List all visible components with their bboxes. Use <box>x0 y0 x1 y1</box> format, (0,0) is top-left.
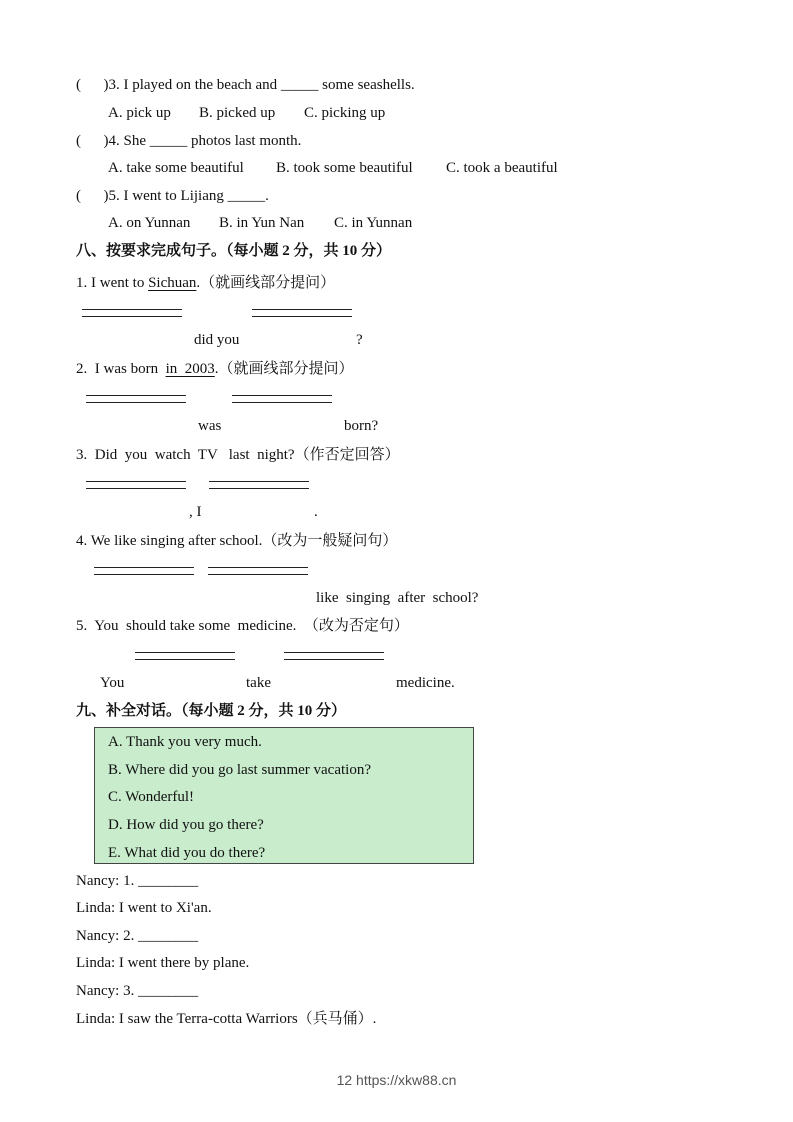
dialogue-line: Nancy: 3. ________ <box>76 983 199 999</box>
answer-line[interactable] <box>232 395 332 403</box>
dialogue-line: Linda: I went there by plane. <box>76 955 250 971</box>
answer-line[interactable] <box>86 395 186 403</box>
answer-line[interactable] <box>135 652 235 660</box>
rewrite-item-5-response-end: medicine. <box>396 675 455 691</box>
option-d: D. How did you go there? <box>108 817 264 833</box>
option-b: B. Where did you go last summer vacation? <box>108 762 371 778</box>
answer-line[interactable] <box>82 309 182 317</box>
rewrite-item-3: 3. Did you watch TV last night?（作否定回答） <box>76 447 400 463</box>
answer-line[interactable] <box>86 481 186 489</box>
rewrite-item-1: 1. I went to Sichuan.（就画线部分提问） <box>76 275 336 291</box>
option-c: C. Wonderful! <box>108 789 195 805</box>
mcq-3-option-c: C. picking up <box>304 105 386 121</box>
rewrite-item-3-response: , I <box>189 504 202 520</box>
mcq-4-option-c: C. took a beautiful <box>446 160 558 176</box>
dialogue-line: Nancy: 2. ________ <box>76 928 199 944</box>
answer-line[interactable] <box>208 567 308 575</box>
answer-line[interactable] <box>252 309 352 317</box>
mcq-5-option-c: C. in Yunnan <box>334 215 413 231</box>
rewrite-item-5: 5. You should take some medicine. （改为否定句） <box>76 618 409 634</box>
mcq-4-question: ( )4. She _____ photos last month. <box>76 133 302 149</box>
rewrite-item-2-response-end: born? <box>344 418 379 434</box>
dialogue-line: Nancy: 1. ________ <box>76 873 199 889</box>
rewrite-item-3-response-end: . <box>314 504 318 520</box>
answer-line[interactable] <box>209 481 309 489</box>
rewrite-item-5-response-mid: take <box>246 675 271 691</box>
rewrite-item-4-response: like singing after school? <box>316 590 479 606</box>
rewrite-item-2: 2. I was born in 2003.（就画线部分提问） <box>76 361 354 377</box>
dialogue-line: Linda: I saw the Terra-cotta Warriors（兵马俑）. <box>76 1011 377 1027</box>
option-a: A. Thank you very much. <box>108 734 262 750</box>
section-9-heading: 九、补全对话。（每小题 2 分，共 10 分） <box>76 703 347 719</box>
rewrite-item-1-response: did you <box>194 332 240 348</box>
answer-line[interactable] <box>284 652 384 660</box>
rewrite-item-5-response-start: You <box>100 675 125 691</box>
mcq-3-option-b: B. picked up <box>199 105 276 121</box>
rewrite-item-4: 4. We like singing after school.（改为一般疑问句） <box>76 533 398 549</box>
mcq-5-option-b: B. in Yun Nan <box>219 215 305 231</box>
answer-line[interactable] <box>94 567 194 575</box>
section-8-heading: 八、按要求完成句子。（每小题 2 分，共 10 分） <box>76 243 392 259</box>
mcq-3-question: ( )3. I played on the beach and _____ some seashells. <box>76 77 415 93</box>
option-e: E. What did you do there? <box>108 845 266 861</box>
mcq-4-option-b: B. took some beautiful <box>276 160 413 176</box>
mcq-3-option-a: A. pick up <box>108 105 171 121</box>
mcq-5-question: ( )5. I went to Lijiang _____. <box>76 188 269 204</box>
rewrite-item-1-response-end: ? <box>356 332 363 348</box>
rewrite-item-2-response: was <box>198 418 222 434</box>
mcq-4-option-a: A. take some beautiful <box>108 160 244 176</box>
mcq-5-option-a: A. on Yunnan <box>108 215 191 231</box>
dialogue-line: Linda: I went to Xi'an. <box>76 900 212 916</box>
page-footer: 12 https://xkw88.cn <box>336 1072 457 1088</box>
